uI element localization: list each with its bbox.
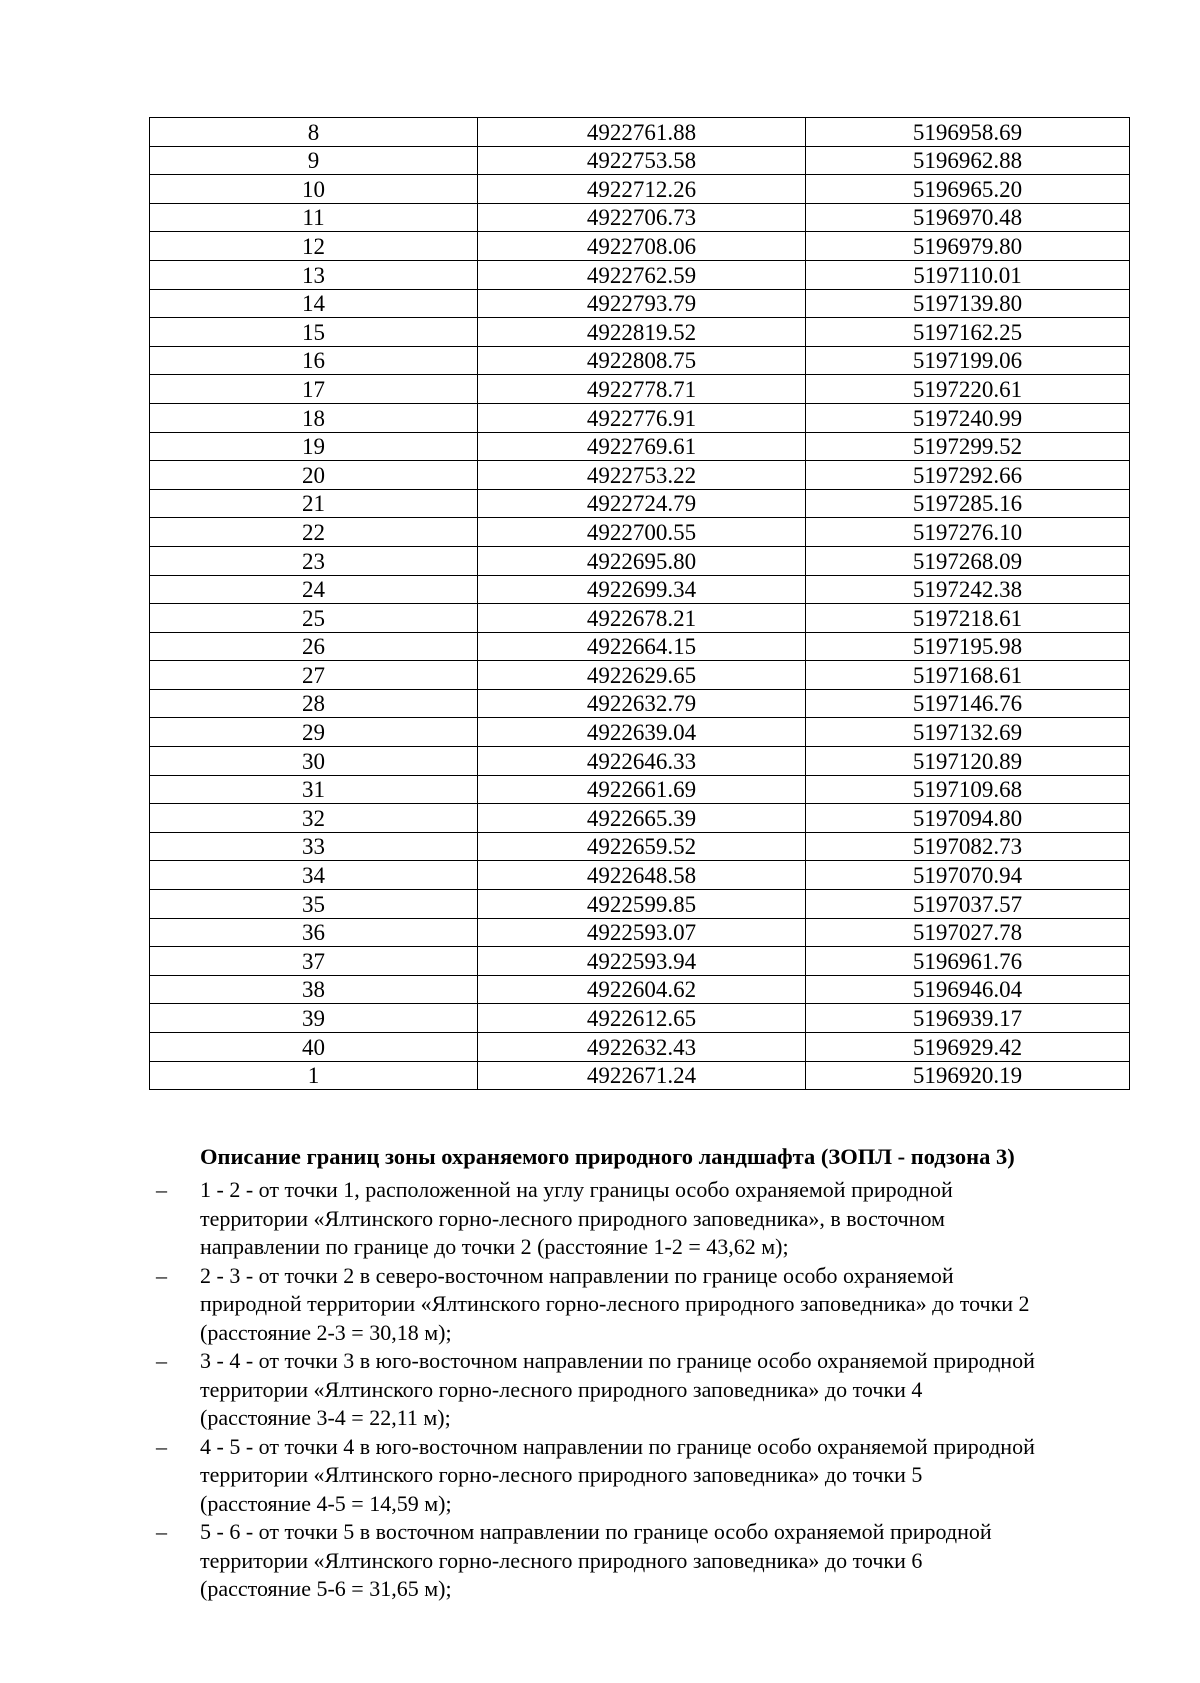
point-number-cell: 24 — [150, 575, 478, 604]
x-coordinate-cell: 4922712.26 — [478, 175, 806, 204]
x-coordinate-cell: 4922708.06 — [478, 232, 806, 261]
description-line: территории «Ялтинского горно-лесного природного заповедника», в восточном — [200, 1205, 945, 1231]
point-number-cell: 38 — [150, 975, 478, 1004]
point-number-cell: 28 — [150, 689, 478, 718]
table-row — [150, 775, 1130, 804]
x-coordinate-cell: 4922699.34 — [478, 575, 806, 604]
list-item — [150, 1262, 1130, 1348]
point-number-cell: 8 — [150, 118, 478, 147]
x-coordinate-cell: 4922639.04 — [478, 718, 806, 747]
y-coordinate-cell: 5197146.76 — [806, 689, 1130, 718]
dash-bullet: – — [156, 1177, 167, 1202]
description-line: (расстояние 2-3 = 30,18 м); — [200, 1319, 452, 1345]
table-row — [150, 289, 1130, 318]
point-number-cell: 15 — [150, 318, 478, 347]
table-row — [150, 632, 1130, 661]
table-row — [150, 375, 1130, 404]
dash-bullet: – — [156, 1433, 167, 1459]
point-number-cell: 37 — [150, 947, 478, 976]
point-number-cell: 23 — [150, 546, 478, 575]
list-item — [150, 1433, 1130, 1519]
point-number-cell: 39 — [150, 1004, 478, 1033]
y-coordinate-cell: 5196965.20 — [806, 175, 1130, 204]
x-coordinate-cell: 4922665.39 — [478, 804, 806, 833]
y-coordinate-cell: 5197292.66 — [806, 461, 1130, 490]
description-line: (расстояние 5-6 = 31,65 м); — [200, 1576, 452, 1601]
table-row — [150, 1004, 1130, 1033]
point-number-cell: 12 — [150, 232, 478, 261]
table-row — [150, 604, 1130, 633]
x-coordinate-cell: 4922724.79 — [478, 489, 806, 518]
coordinates-table — [149, 117, 1130, 1090]
point-number-cell: 17 — [150, 375, 478, 404]
point-number-cell: 27 — [150, 661, 478, 690]
point-number-cell: 20 — [150, 461, 478, 490]
table-row — [150, 804, 1130, 833]
point-number-cell: 32 — [150, 804, 478, 833]
x-coordinate-cell: 4922808.75 — [478, 346, 806, 375]
y-coordinate-cell: 5197132.69 — [806, 718, 1130, 747]
description-line: направлении по границе до точки 2 (расстояние 1-2 = 43,62 м); — [200, 1234, 789, 1259]
y-coordinate-cell: 5197168.61 — [806, 661, 1130, 690]
x-coordinate-cell: 4922671.24 — [478, 1061, 806, 1090]
y-coordinate-cell: 5196920.19 — [806, 1061, 1130, 1090]
y-coordinate-cell: 5197027.78 — [806, 918, 1130, 947]
table-row — [150, 518, 1130, 547]
table-row — [150, 318, 1130, 347]
list-item — [150, 1347, 1130, 1433]
list-item — [150, 1518, 1130, 1604]
description-line: территории «Ялтинского горно-лесного природного заповедника» до точки 4 — [200, 1376, 923, 1402]
x-coordinate-cell: 4922659.52 — [478, 832, 806, 861]
point-number-cell: 21 — [150, 489, 478, 518]
table-row — [150, 146, 1130, 175]
y-coordinate-cell: 5196979.80 — [806, 232, 1130, 261]
dash-bullet: – — [156, 1519, 167, 1544]
x-coordinate-cell: 4922700.55 — [478, 518, 806, 547]
table-row — [150, 661, 1130, 690]
table-row — [150, 489, 1130, 518]
table-row — [150, 747, 1130, 776]
x-coordinate-cell: 4922593.94 — [478, 947, 806, 976]
point-number-cell: 1 — [150, 1061, 478, 1090]
y-coordinate-cell: 5197162.25 — [806, 318, 1130, 347]
point-number-cell: 18 — [150, 403, 478, 432]
x-coordinate-cell: 4922678.21 — [478, 604, 806, 633]
table-row — [150, 861, 1130, 890]
table-row — [150, 1061, 1130, 1090]
description-line: (расстояние 3-4 = 22,11 м); — [200, 1405, 451, 1430]
table-row — [150, 461, 1130, 490]
point-number-cell: 34 — [150, 861, 478, 890]
y-coordinate-cell: 5196958.69 — [806, 118, 1130, 147]
table-row — [150, 718, 1130, 747]
table-row — [150, 546, 1130, 575]
y-coordinate-cell: 5197082.73 — [806, 832, 1130, 861]
point-number-cell: 13 — [150, 260, 478, 289]
x-coordinate-cell: 4922706.73 — [478, 203, 806, 232]
table-row — [150, 975, 1130, 1004]
table-row — [150, 890, 1130, 919]
x-coordinate-cell: 4922664.15 — [478, 632, 806, 661]
y-coordinate-cell: 5197276.10 — [806, 518, 1130, 547]
table-row — [150, 689, 1130, 718]
point-number-cell: 9 — [150, 146, 478, 175]
point-number-cell: 22 — [150, 518, 478, 547]
x-coordinate-cell: 4922762.59 — [478, 260, 806, 289]
point-number-cell: 40 — [150, 1033, 478, 1062]
y-coordinate-cell: 5197109.68 — [806, 775, 1130, 804]
table-row — [150, 260, 1130, 289]
point-number-cell: 26 — [150, 632, 478, 661]
table-row — [150, 1033, 1130, 1062]
dash-bullet: – — [156, 1262, 167, 1288]
x-coordinate-cell: 4922769.61 — [478, 432, 806, 461]
description-line: (расстояние 4-5 = 14,59 м); — [200, 1490, 452, 1516]
y-coordinate-cell: 5197242.38 — [806, 575, 1130, 604]
y-coordinate-cell: 5197195.98 — [806, 632, 1130, 661]
table-row — [150, 232, 1130, 261]
point-number-cell: 33 — [150, 832, 478, 861]
y-coordinate-cell: 5196961.76 — [806, 947, 1130, 976]
point-number-cell: 11 — [150, 203, 478, 232]
x-coordinate-cell: 4922646.33 — [478, 747, 806, 776]
y-coordinate-cell: 5196939.17 — [806, 1004, 1130, 1033]
y-coordinate-cell: 5196970.48 — [806, 203, 1130, 232]
point-number-cell: 10 — [150, 175, 478, 204]
y-coordinate-cell: 5197094.80 — [806, 804, 1130, 833]
y-coordinate-cell: 5196946.04 — [806, 975, 1130, 1004]
list-item — [150, 1176, 1130, 1262]
description-line: 5 - 6 - от точки 5 в восточном направлении по границе особо охраняемой природной — [200, 1519, 992, 1544]
description-line: территории «Ялтинского горно-лесного природного заповедника» до точки 6 — [200, 1547, 923, 1573]
y-coordinate-cell: 5197037.57 — [806, 890, 1130, 919]
table-row — [150, 403, 1130, 432]
y-coordinate-cell: 5196962.88 — [806, 146, 1130, 175]
x-coordinate-cell: 4922593.07 — [478, 918, 806, 947]
x-coordinate-cell: 4922753.22 — [478, 461, 806, 490]
y-coordinate-cell: 5197220.61 — [806, 375, 1130, 404]
x-coordinate-cell: 4922695.80 — [478, 546, 806, 575]
table-row — [150, 203, 1130, 232]
x-coordinate-cell: 4922778.71 — [478, 375, 806, 404]
point-number-cell: 25 — [150, 604, 478, 633]
x-coordinate-cell: 4922629.65 — [478, 661, 806, 690]
description-line: 2 - 3 - от точки 2 в северо-восточном направлении по границе особо охраняемой — [200, 1262, 954, 1288]
y-coordinate-cell: 5197070.94 — [806, 861, 1130, 890]
description-line: территории «Ялтинского горно-лесного природного заповедника» до точки 5 — [200, 1462, 923, 1487]
table-row — [150, 918, 1130, 947]
table-row — [150, 175, 1130, 204]
y-coordinate-cell: 5197299.52 — [806, 432, 1130, 461]
x-coordinate-cell: 4922819.52 — [478, 318, 806, 347]
y-coordinate-cell: 5197218.61 — [806, 604, 1130, 633]
y-coordinate-cell: 5197240.99 — [806, 403, 1130, 432]
y-coordinate-cell: 5197285.16 — [806, 489, 1130, 518]
boundary-description-list — [150, 1176, 1130, 1604]
point-number-cell: 16 — [150, 346, 478, 375]
x-coordinate-cell: 4922599.85 — [478, 890, 806, 919]
y-coordinate-cell: 5196929.42 — [806, 1033, 1130, 1062]
y-coordinate-cell: 5197120.89 — [806, 747, 1130, 776]
point-number-cell: 35 — [150, 890, 478, 919]
description-line: 3 - 4 - от точки 3 в юго-восточном направлении по границе особо охраняемой природной — [200, 1348, 1035, 1373]
table-row — [150, 432, 1130, 461]
y-coordinate-cell: 5197199.06 — [806, 346, 1130, 375]
description-line: 4 - 5 - от точки 4 в юго-восточном направлении по границе особо охраняемой природной — [200, 1433, 1035, 1459]
description-line: природной территории «Ялтинского горно-лесного природного заповедника» до точки 2 — [200, 1291, 1030, 1316]
x-coordinate-cell: 4922648.58 — [478, 861, 806, 890]
table-row — [150, 832, 1130, 861]
point-number-cell: 19 — [150, 432, 478, 461]
x-coordinate-cell: 4922604.62 — [478, 975, 806, 1004]
x-coordinate-cell: 4922753.58 — [478, 146, 806, 175]
x-coordinate-cell: 4922793.79 — [478, 289, 806, 318]
point-number-cell: 14 — [150, 289, 478, 318]
coordinates-table-body — [150, 118, 1130, 1090]
table-row — [150, 575, 1130, 604]
table-row — [150, 118, 1130, 147]
table-row — [150, 346, 1130, 375]
point-number-cell: 30 — [150, 747, 478, 776]
y-coordinate-cell: 5197268.09 — [806, 546, 1130, 575]
point-number-cell: 29 — [150, 718, 478, 747]
x-coordinate-cell: 4922761.88 — [478, 118, 806, 147]
x-coordinate-cell: 4922612.65 — [478, 1004, 806, 1033]
section-title: Описание границ зоны охраняемого природного ландшафта (ЗОПЛ - подзона 3) — [200, 1144, 1015, 1169]
point-number-cell: 31 — [150, 775, 478, 804]
y-coordinate-cell: 5197139.80 — [806, 289, 1130, 318]
point-number-cell: 36 — [150, 918, 478, 947]
x-coordinate-cell: 4922776.91 — [478, 403, 806, 432]
dash-bullet: – — [156, 1348, 167, 1373]
y-coordinate-cell: 5197110.01 — [806, 260, 1130, 289]
table-row — [150, 947, 1130, 976]
x-coordinate-cell: 4922632.79 — [478, 689, 806, 718]
x-coordinate-cell: 4922661.69 — [478, 775, 806, 804]
description-line: 1 - 2 - от точки 1, расположенной на углу границы особо охраняемой природной — [200, 1177, 953, 1202]
x-coordinate-cell: 4922632.43 — [478, 1033, 806, 1062]
